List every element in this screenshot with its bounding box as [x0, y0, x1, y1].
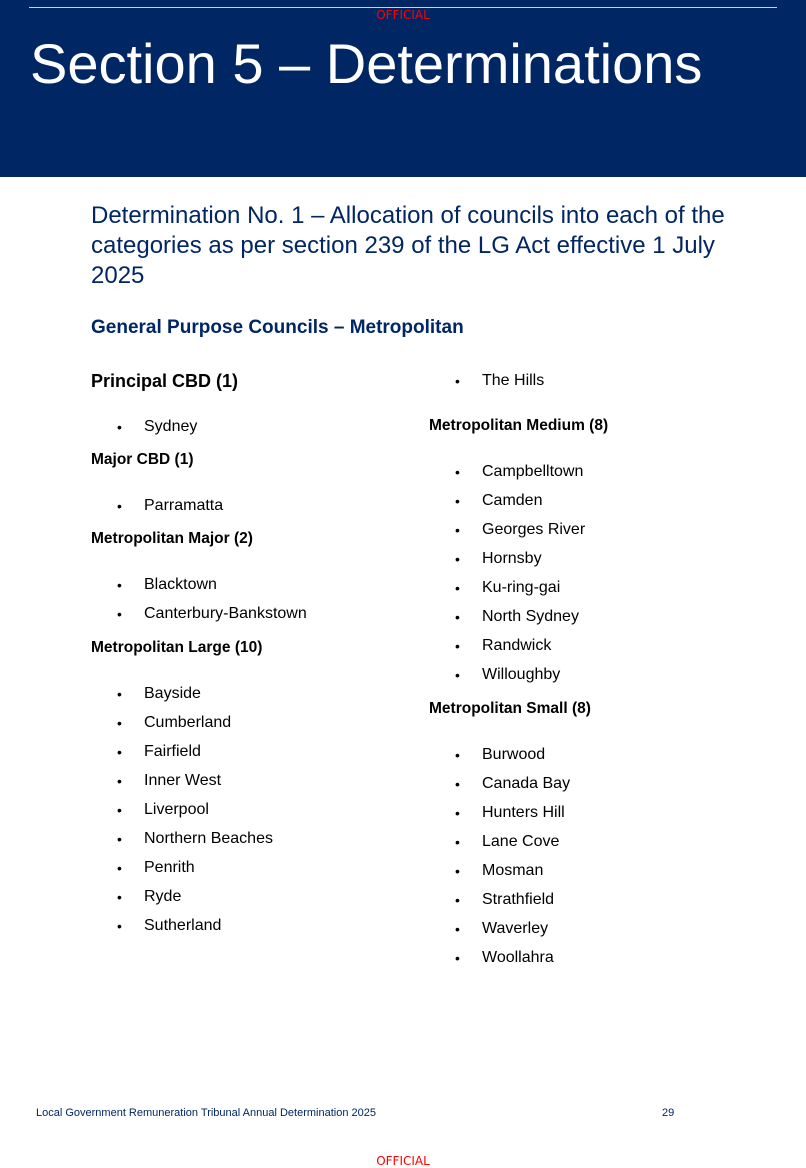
- bullet-icon: •: [455, 493, 460, 509]
- category-heading: Metropolitan Major (2): [91, 530, 253, 547]
- list-item: • Campbelltown: [455, 463, 584, 480]
- bullet-icon: •: [455, 892, 460, 908]
- council-list: [429, 462, 759, 694]
- bullet-icon: •: [455, 609, 460, 625]
- bullet-icon: •: [455, 522, 460, 538]
- list-item: • Sydney: [117, 418, 198, 435]
- list-item: • Blacktown: [117, 576, 217, 593]
- bullet-icon: •: [117, 577, 122, 593]
- list-item: • Lane Cove: [455, 833, 560, 850]
- list-item: • Camden: [455, 492, 543, 509]
- list-item: • Willoughby: [455, 666, 561, 683]
- header-banner: [0, 0, 806, 177]
- section-title: Section 5 – Determinations: [30, 32, 703, 95]
- list-item: • Bayside: [117, 685, 201, 702]
- bullet-icon: •: [117, 889, 122, 905]
- list-item: • Penrith: [117, 859, 195, 876]
- council-list: [91, 496, 421, 525]
- list-item: • Mosman: [455, 862, 544, 879]
- list-item: • Northern Beaches: [117, 830, 273, 847]
- bullet-icon: •: [117, 918, 122, 934]
- council-list: [429, 371, 759, 400]
- category-heading: Principal CBD (1): [91, 371, 239, 391]
- bullet-icon: •: [455, 464, 460, 480]
- list-item: • Hornsby: [455, 550, 542, 567]
- left-column: [91, 368, 421, 945]
- council-list: [91, 575, 421, 633]
- bullet-icon: •: [117, 744, 122, 760]
- category-subheading: General Purpose Councils – Metropolitan: [91, 317, 464, 338]
- list-item: • Ku-ring-gai: [455, 579, 561, 596]
- list-item: • Inner West: [117, 772, 222, 789]
- category-heading: Metropolitan Small (8): [429, 700, 591, 717]
- list-item: • North Sydney: [455, 608, 579, 625]
- council-list: [429, 745, 759, 977]
- list-item: • Randwick: [455, 637, 552, 654]
- list-item: • Cumberland: [117, 714, 232, 731]
- bullet-icon: •: [455, 950, 460, 966]
- list-item: • Hunters Hill: [455, 804, 565, 821]
- bullet-icon: •: [455, 863, 460, 879]
- category-heading: Major CBD (1): [91, 451, 194, 468]
- category-heading: Metropolitan Medium (8): [429, 417, 609, 434]
- bullet-icon: •: [117, 419, 122, 435]
- determination-heading: Determination No. 1 – Allocation of councils into each of the categories as per section 239 of the LG Act effective 1 July 2025: [91, 202, 725, 289]
- list-item: • Canada Bay: [455, 775, 571, 792]
- footer-text: Local Government Remuneration Tribunal Annual Determination 2025: [36, 1107, 376, 1119]
- bullet-icon: •: [117, 715, 122, 731]
- list-item: • Waverley: [455, 920, 549, 937]
- bullet-icon: •: [455, 551, 460, 567]
- list-item: • Parramatta: [117, 497, 224, 514]
- list-item: • Fairfield: [117, 743, 201, 760]
- right-column: [429, 368, 759, 977]
- bullet-icon: •: [117, 606, 122, 622]
- bullet-icon: •: [455, 805, 460, 821]
- bullet-icon: •: [117, 831, 122, 847]
- list-item: • Woollahra: [455, 949, 554, 966]
- bullet-icon: •: [455, 776, 460, 792]
- list-item: • Georges River: [455, 521, 586, 538]
- bullet-icon: •: [455, 921, 460, 937]
- bullet-icon: •: [455, 373, 460, 389]
- list-item: • Ryde: [117, 888, 182, 905]
- page-number: 29: [662, 1107, 675, 1119]
- bullet-icon: •: [117, 773, 122, 789]
- list-item: • Burwood: [455, 746, 546, 763]
- bullet-icon: •: [117, 802, 122, 818]
- council-list: [91, 417, 421, 446]
- list-item: • The Hills: [455, 372, 545, 389]
- bullet-icon: •: [455, 638, 460, 654]
- bullet-icon: •: [455, 747, 460, 763]
- list-item: • Strathfield: [455, 891, 555, 908]
- council-list: [91, 684, 421, 945]
- bullet-icon: •: [455, 667, 460, 683]
- category-heading: Metropolitan Large (10): [91, 639, 263, 656]
- list-item: • Sutherland: [117, 917, 222, 934]
- bullet-icon: •: [117, 498, 122, 514]
- bullet-icon: •: [117, 686, 122, 702]
- official-marking-top: OFFICIAL: [376, 8, 430, 22]
- bullet-icon: •: [117, 860, 122, 876]
- official-marking-bottom: OFFICIAL: [376, 1154, 430, 1168]
- bullet-icon: •: [455, 580, 460, 596]
- list-item: • Canterbury-Bankstown: [117, 605, 307, 622]
- bullet-icon: •: [455, 834, 460, 850]
- list-item: • Liverpool: [117, 801, 209, 818]
